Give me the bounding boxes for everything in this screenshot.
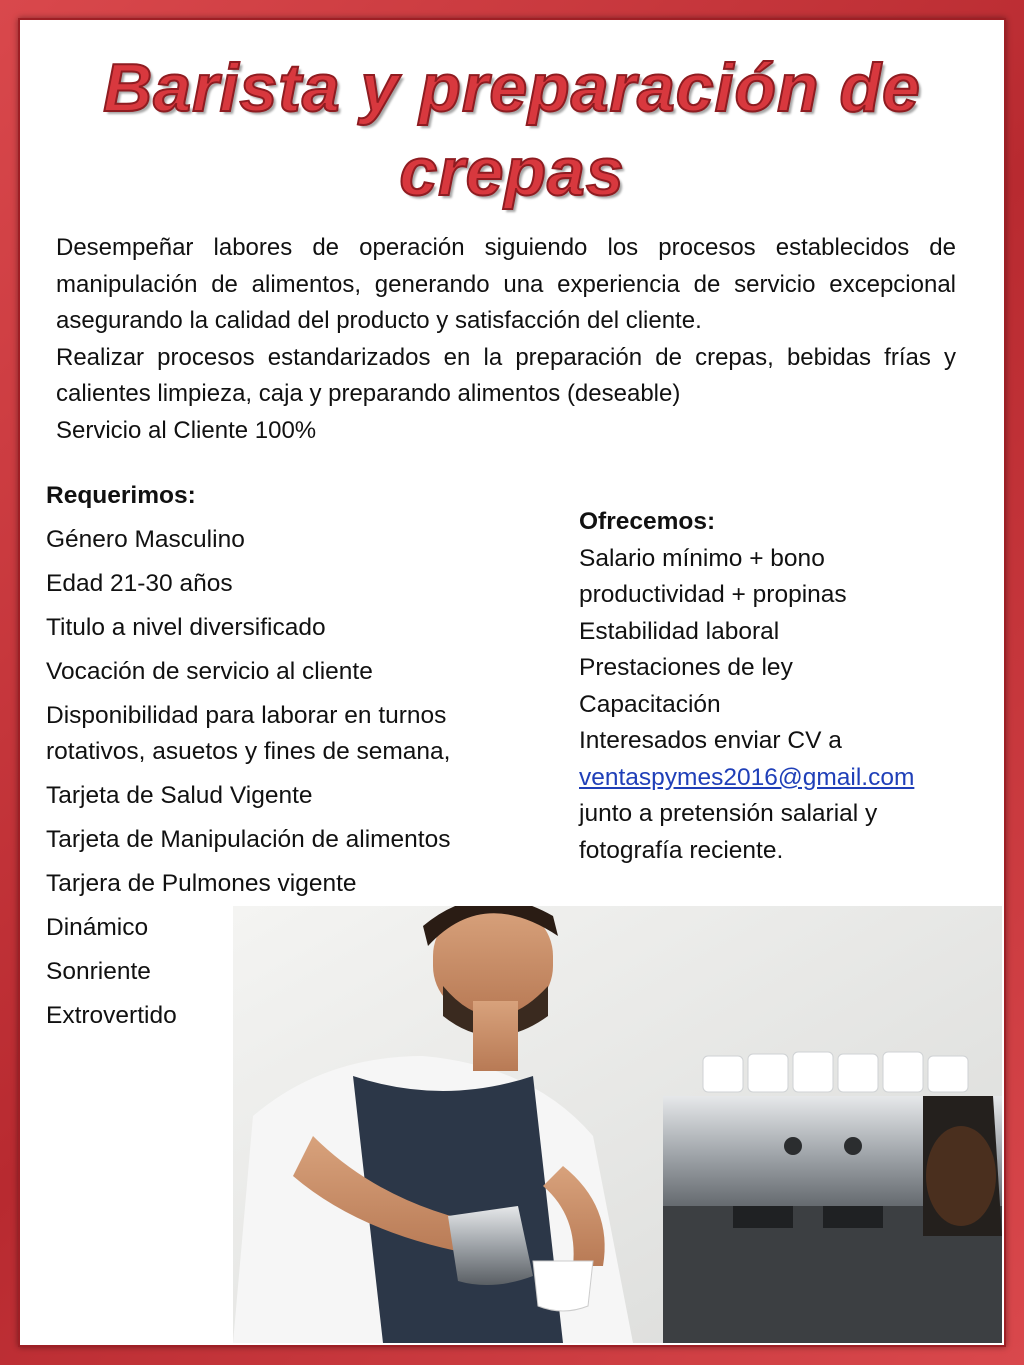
offer-section (579, 504, 989, 869)
poster-title (18, 46, 1006, 214)
requirement-item: Disponibilidad para laborar en turnos rotativos, asuetos y fines de semana, (46, 702, 451, 765)
requirement-item: Tarjera de Pulmones vigente (46, 870, 357, 897)
description-paragraph-2: Realizar procesos estandarizados en la preparación de crepas, bebidas frías y calientes limpieza, caja y preparando alimentos (deseable) (56, 343, 956, 407)
requirement-item: Tarjeta de Salud Vigente (46, 782, 313, 809)
offer-line: Interesados enviar CV a (579, 727, 842, 754)
description-paragraph-1: Desempeñar labores de operación siguiendo los procesos establecidos de manipulación de alimentos, generando una experiencia de servicio excepcional asegurando la calidad del producto y satisfacción del cliente. (56, 234, 956, 334)
title-line-1: Barista y preparación de (103, 50, 921, 126)
barista-photo (233, 906, 1002, 1343)
offer-line: Capacitación (579, 690, 721, 718)
requirement-item: Edad 21-30 años (46, 570, 233, 597)
description-paragraph-3: Servicio al Cliente 100% (56, 416, 317, 444)
offer-line: Estabilidad laboral (579, 617, 780, 645)
requirement-item: Extrovertido (46, 1002, 177, 1029)
requirement-item: Tarjeta de Manipulación de alimentos (46, 826, 451, 853)
email-link[interactable]: ventaspymes2016@gmail.com (579, 763, 915, 791)
requirement-item: Dinámico (46, 914, 149, 941)
offer-line: productividad + propinas (579, 581, 847, 608)
requirement-item: Vocación de servicio al cliente (46, 658, 373, 685)
requirements-heading: Requerimos: (46, 482, 196, 509)
offer-line: junto a pretensión salarial y (579, 800, 878, 827)
offer-line: fotografía reciente. (579, 836, 784, 864)
offer-line: Salario mínimo + bono (579, 544, 825, 572)
job-description (56, 230, 956, 449)
requirement-item: Titulo a nivel diversificado (46, 614, 326, 641)
title-line-2: crepas (399, 134, 625, 210)
requirement-item: Género Masculino (46, 526, 245, 553)
offer-line: Prestaciones de ley (579, 654, 793, 681)
requirement-item: Sonriente (46, 958, 151, 985)
poster-card (18, 18, 1006, 1347)
offer-heading: Ofrecemos: (579, 508, 716, 535)
